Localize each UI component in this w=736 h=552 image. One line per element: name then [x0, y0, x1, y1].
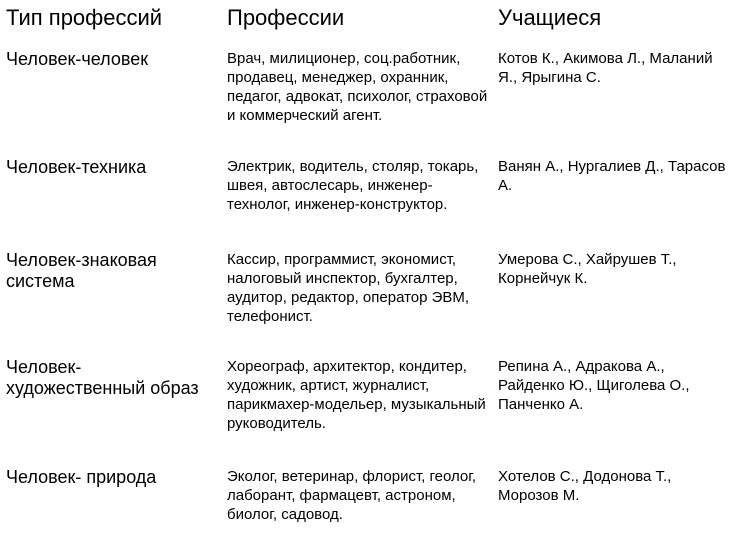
table-row [0, 250, 736, 350]
table-header [0, 0, 736, 40]
professions-cell: Эколог, ветеринар, флорист, геолог, лаборант, фармацевт, астроном, биолог, садовод. [227, 468, 477, 523]
table-row [0, 467, 736, 547]
table-row [0, 357, 736, 462]
profession-type-cell: Человек-знаковая система [6, 250, 157, 291]
profession-type-cell: Человек-техника [6, 157, 147, 177]
students-cell: Репина А., Адракова А., Райденко Ю., Щиголева О., Панченко А. [498, 358, 690, 413]
professions-cell: Врач, милиционер, соц.работник, продавец, менеджер, охранник, педагог, адвокат, психолог, страховой и коммерческий агент. [227, 50, 488, 124]
professions-cell: Электрик, водитель, столяр, токарь, швея, автослесарь, инженер-технолог, инженер-конструктор. [227, 158, 479, 213]
header-professions: Профессии [227, 5, 345, 30]
table-row [0, 157, 736, 245]
professions-cell: Кассир, программист, экономист, налоговый инспектор, бухгалтер, аудитор, редактор, оператор ЭВМ, телефонист. [227, 251, 470, 325]
table-row [0, 49, 736, 154]
profession-type-cell: Человек-художественный образ [6, 357, 199, 398]
students-cell: Котов К., Акимова Л., Маланий Я., Ярыгина С. [498, 50, 713, 86]
profession-type-cell: Человек-человек [6, 49, 149, 69]
header-students: Учащиеся [498, 5, 602, 30]
students-cell: Умерова С., Хайрушев Т., Корнейчук К. [498, 251, 677, 287]
students-cell: Хотелов С., Додонова Т., Морозов М. [498, 468, 672, 504]
profession-type-cell: Человек- природа [6, 467, 157, 487]
students-cell: Ванян А., Нургалиев Д., Тарасов А. [498, 158, 726, 194]
header-profession-type: Тип профессий [6, 5, 163, 30]
professions-cell: Хореограф, архитектор, кондитер, художник, артист, журналист, парикмахер-модельер, музыкальный руководитель. [227, 358, 486, 432]
